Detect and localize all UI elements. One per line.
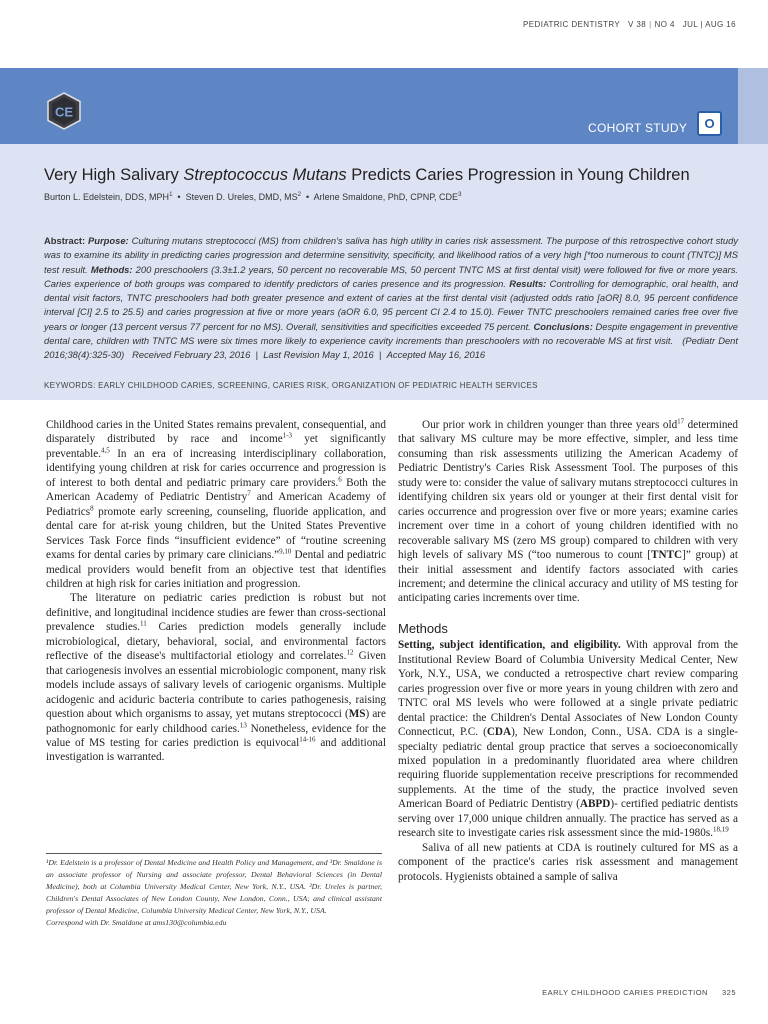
methods-heading: Methods xyxy=(398,620,448,636)
affiliation-footnote: ¹Dr. Edelstein is a professor of Dental Medicine and Health Policy and Management, and ³Dr. Smaldone is an associate professor of Nursing and associate professor, Dental Behavioral Sciences (in Dental Medicine), both at Columbia University Medical Center, New York, N.Y., USA. ²Dr. Ureles is partner, Children's Dental Associates of New London County, New London, Conn., USA; and clinical assistant professor of Dental Medicine, Columbia University Medical Center, New York, N.Y., USA. xyxy=(46,858,382,916)
citation-ref: 8 xyxy=(90,503,94,512)
conclusions-label: Conclusions: xyxy=(533,320,593,332)
author-separator: • xyxy=(177,192,181,202)
author-3-affil: 3 xyxy=(458,192,462,198)
citation-ref: 14-16 xyxy=(299,735,316,744)
bold-term: CDA xyxy=(486,726,512,739)
citation-ref: 11 xyxy=(140,619,147,628)
ce-logo-text: CE xyxy=(54,104,74,120)
correspondence-footnote: Correspond with Dr. Smaldone at ams130@columbia.edu xyxy=(46,918,227,928)
paragraph xyxy=(46,418,386,591)
text-run: With approval from the Institutional Review Board of Columbia University Medical Center, New York, N.Y., USA, we conducted a retrospective chart review comparing caries progression over five or more years in young children with zero and TNTC oral MS levels who were followed at a single private pediatric dental practice: the Children's Dental Associates of New London County Connecticut, P.C. ( xyxy=(398,639,738,739)
text-run: Caries prediction models generally include microbiological, dietary, behavioral, social, and environmental factors reflective of the disease's multifactorial etiology and correlates. xyxy=(46,621,386,663)
author-separator: • xyxy=(305,192,310,202)
issue-number: NO 4 xyxy=(654,20,675,29)
citation-ref: 12 xyxy=(346,648,354,657)
volume: V 38 xyxy=(628,20,647,29)
citation-ref: 6 xyxy=(338,475,342,484)
footer-label: EARLY CHILDHOOD CARIES PREDICTION xyxy=(542,988,708,997)
methods-label: Methods: xyxy=(90,263,133,275)
author-1-affil: 1 xyxy=(169,192,173,198)
citation: (Pediatr Dent 2016;38(4):325-30) xyxy=(44,335,738,361)
text-run: yet significantly preventable. xyxy=(46,433,386,460)
text-run: Given that cariogenesis involves an essential microbiologic component, many risk models include assays of salivary levels of cariogenic organisms. Multiple acidogenic and aciduric bacteria contribute to caries pathogenesis, raising question about which organisms to assay, yet mutans streptococci ( xyxy=(46,650,387,721)
section-label: COHORT STUDY xyxy=(588,121,688,135)
text-run: Saliva of all new patients at CDA is routinely cultured for MS as a component of the practice's caries risk assessment and management protocols. Hygienists obtained a sample of saliva xyxy=(398,841,738,883)
footnotes xyxy=(46,857,382,930)
text-run: )- certified pediatric dentists serving over 17,000 unique children annually. The practice has served as a research site to investigate caries risk assessment since the mid-1980s. xyxy=(398,798,738,840)
bold-term: TNTC xyxy=(651,549,683,562)
keywords: KEYWORDS: EARLY CHILDHOOD CARIES, SCREENING, CARIES RISK, ORGANIZATION OF PEDIATRIC HEALTH SERVICES xyxy=(44,381,538,390)
abstract xyxy=(44,234,738,363)
divider: | xyxy=(255,349,259,361)
text-run: Our prior work in children younger than three years old xyxy=(422,419,678,431)
body-right-column xyxy=(398,418,738,884)
author-1: Burton L. Edelstein, DDS, MPH xyxy=(44,192,170,202)
text-run: ), New London, Conn., USA. CDA is a single-specialty pediatric dental group practice that serves a socioeconomically mixed population in a predominantly fluoridated area where children requiring fluoride supplementation receive prescriptions for recommended supplements. At the time of the study, the practice involved seven American Board of Pediatric Dentistry ( xyxy=(398,726,739,811)
text-run: promote early screening, counseling, fluoride application, and dental care for at-risk young children, but the United States Preventive Services Task Force finds “insufficient evidence” of “routine screening exams for dental caries by primary care clinicians.” xyxy=(46,505,386,562)
bold-term: Setting, subject identification, and eligibility. xyxy=(398,639,621,652)
results-label: Results: xyxy=(509,277,547,289)
journal-name: PEDIATRIC DENTISTRY xyxy=(523,20,621,29)
purpose-text: Culturing mutans streptococci (MS) from children's saliva has high utility in caries risk assessment. The purpose of this retrospective cohort study was to examine its ability in predicting caries progression and determine sensitivity, specificity, and likelihood ratios of a very high [*too numerous to count (TNTC)] MS test result. xyxy=(44,235,739,275)
results-text: Controlling for demographic, oral health, and dental visit factors, TNTC preschoolers had both greater presence and extent of caries at the first dental visit (adjusted odds ratio [aOR] 8.0, 95 percent confidence interval [CI] 2.5 to 25.5) and caries progression at five or more years (aOR 6.0, 95 percent CI 2.4 to 15.0). Fewer TNTC preschoolers remained caries free over five years or longer (13 percent versus 77 percent for no MS). Overall, sensitivities and specificities exceeded 75 percent. xyxy=(44,277,738,332)
citation-ref: 9,10 xyxy=(279,547,292,556)
title-italic: Streptococcus Mutans xyxy=(183,166,347,184)
article-title xyxy=(44,166,744,185)
received-date: Received February 23, 2016 xyxy=(132,349,251,361)
text-run: Both the American Academy of Pediatric Dentistry xyxy=(46,476,386,504)
bold-term: MS xyxy=(348,708,366,721)
text-run: ]” group) at their initial assessment and identify factors associated with caries increment; and determine the clinical accuracy and utility of MS testing for anticipating caries increments over time. xyxy=(398,549,739,605)
citation-ref: 1-3 xyxy=(282,431,293,440)
methods-text: 200 preschoolers (3.3±1.2 years, 50 percent no recoverable MS, 50 percent TNTC MS at first dental visit) were followed for five or more years. Caries experience of both groups was compared to identify predictors of caries presence and its progression. xyxy=(44,263,738,289)
author-list xyxy=(44,192,744,202)
text-run: Nonetheless, evidence for the value of MS testing for caries prediction is equivocal xyxy=(46,722,386,749)
banner-edge xyxy=(738,68,768,144)
title-part-1: Very High Salivary xyxy=(44,166,184,184)
author-3: Arlene Smaldone, PhD, CPNP, CDE xyxy=(313,192,459,202)
text-run: Childhood caries in the United States remains prevalent, consequential, and disparately distributed by race and income xyxy=(46,419,386,446)
footnote-rule xyxy=(46,853,382,854)
issue-date: JUL | AUG 16 xyxy=(682,20,736,29)
citation-ref: 7 xyxy=(247,489,251,498)
text-run: and additional investigation is warranted. xyxy=(46,736,386,764)
paragraph xyxy=(398,638,738,840)
ce-logo-icon xyxy=(46,92,82,130)
running-head: PEDIATRIC DENTISTRY V 38 | NO 4 JUL | AUG 16 xyxy=(523,20,736,29)
accepted-date: Accepted May 16, 2016 xyxy=(386,349,486,361)
text-run: determined that salivary MS culture may be more effective, simpler, and less time consuming than risk assessments utilizing the American Academy of Pediatric Dentistry's Caries Risk Assessment Tool. The purposes of this study were to: consider the value of salivary mutans streptococci cultures in identifying children six years old or younger at their first dental visit for caries occurrence and progression over five or more years; examine caries increment over time in a cohort of young children identified with no recoverable salivary MS (zero MS group) compared to children with very high levels of salivary MS (“too numerous to count [ xyxy=(398,419,738,562)
paragraph xyxy=(398,418,738,606)
text-run: ) are pathognomonic for early childhood caries. xyxy=(46,708,386,735)
text-run: and American Academy of Pediatrics xyxy=(46,491,386,518)
paragraph xyxy=(398,841,738,884)
page-number: 325 xyxy=(721,988,736,997)
text-run: Dental and pediatric medical providers would benefit from an objective test that identifies children at high risk for caries initiation and progression. xyxy=(46,549,387,590)
bold-term: ABPD xyxy=(579,798,611,811)
author-2-affil: 2 xyxy=(297,192,301,198)
body-left-column xyxy=(46,418,386,765)
citation-ref: 17 xyxy=(677,417,685,426)
author-2: Steven D. Ureles, DMD, MS xyxy=(185,192,298,202)
citation-ref: 18,19 xyxy=(713,825,729,834)
citation-ref: 4,5 xyxy=(100,446,110,455)
paragraph xyxy=(46,591,386,764)
citation-ref: 13 xyxy=(239,720,247,729)
purpose-label: Purpose: xyxy=(88,235,129,246)
divider: | xyxy=(378,349,382,361)
text-run: In an era of increasing interdisciplinary collaboration, identifying young children at risk for caries occurrence and progression is of interest to both dental and pediatric primary care providers. xyxy=(46,447,386,489)
page-footer xyxy=(542,988,736,997)
conclusions-text: Despite engagement in preventive dental care, children with TNTC MS were six times more likely to experience cavity increments than preschoolers with no recoverable MS at first visit. xyxy=(44,320,738,347)
revision-date: Last Revision May 1, 2016 xyxy=(263,349,374,361)
text-run: The literature on pediatric caries prediction is robust but not definitive, and longitudinal incidence studies are fewer than cross-sectional prevalence studies. xyxy=(46,592,386,634)
title-part-2: Predicts Caries Progression in Young Children xyxy=(346,166,690,184)
section-badge: O xyxy=(697,111,722,136)
abstract-label: Abstract: xyxy=(44,235,86,246)
